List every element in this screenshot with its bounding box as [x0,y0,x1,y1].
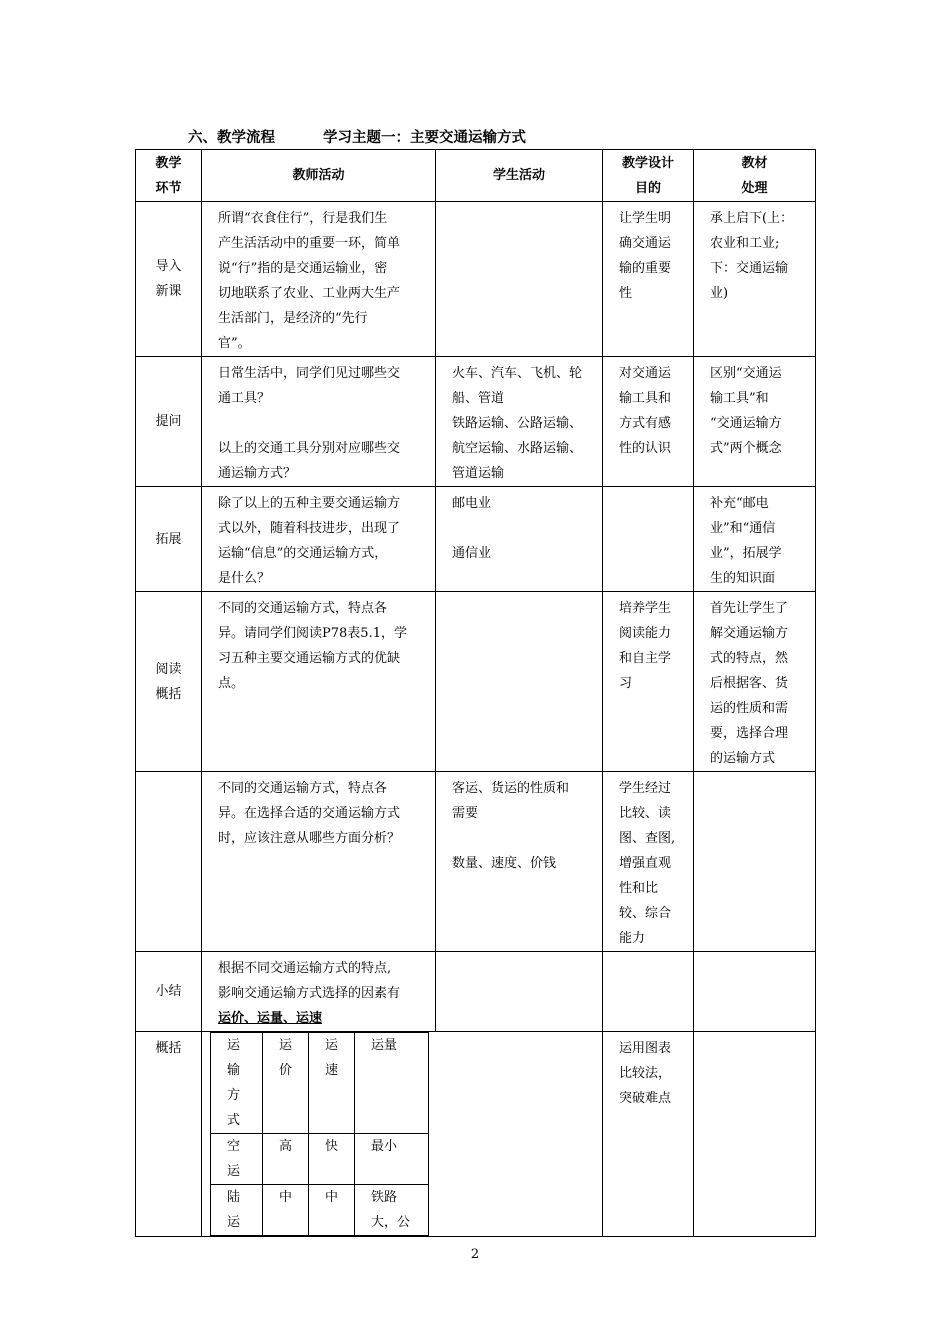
text-line: 导入 [155,259,182,274]
text-line: 异。在选择合适的交通运输方式 [218,806,401,821]
inner-row-land [211,1185,429,1236]
text-line: 输工具”和 [710,391,769,406]
header-stage: 教学 环节 [136,150,202,202]
text-line [452,826,594,851]
header-teacher: 教师活动 [202,150,436,202]
text-line: 通工具？ [218,391,271,406]
inner-cell [263,1134,309,1185]
text-line: 性 [619,286,633,301]
text-line: 业”，拓展学 [710,546,782,561]
text-line: 切地联系了农业、工业两大生产 [218,286,401,301]
text-line: 陆 [227,1190,241,1205]
text-line: 能力 [619,931,646,946]
text-line: 图、查图, [619,831,676,846]
student-cell [436,202,603,357]
text-line: 突破难点 [619,1091,672,1106]
student-cell [436,487,603,592]
inner-cell [355,1185,429,1236]
text-line: 最小 [371,1139,398,1154]
text-line: 点。 [218,676,245,691]
text-line: 需要 [452,806,479,821]
text-line: 解交通运输方 [710,626,789,641]
page-number: 2 [470,1247,480,1262]
text-line: 根据不同交通运输方式的特点, [218,961,392,976]
text-line: 邮电业 [452,496,492,511]
purpose-cell [603,202,694,357]
text-line: 阅读能力 [619,626,672,641]
inner-header-volume [355,1033,429,1134]
text-line: 式以外，随着科技进步，出现了 [218,521,401,536]
text-line: 运 [325,1038,339,1053]
material-cell [694,1032,816,1237]
text-line: 比较法， [619,1066,672,1081]
text-line: 生的知识面 [710,571,776,586]
text-line: 区别“交通运 [710,366,782,381]
text-line: 铁路运输、公路运输、 [452,416,583,431]
stage-cell [136,487,202,592]
purpose-cell [603,1032,694,1237]
text-line: 学生经过 [619,781,672,796]
text-line [218,411,427,436]
text-line: 拓展 [155,531,182,547]
text-line [452,516,594,541]
text-line: 确交通运 [619,236,672,251]
inner-row-air [211,1134,429,1185]
inner-cell [211,1134,263,1185]
teacher-cell [202,487,436,592]
text-line: 官”。 [218,336,251,351]
text-line: 运 [227,1215,241,1230]
comparison-cell [202,1032,603,1237]
material-cell [694,202,816,357]
text-line: 速 [325,1063,339,1078]
table-row [136,952,816,1032]
inner-header-mode [211,1033,263,1134]
purpose-cell [603,487,694,592]
inner-cell [309,1134,355,1185]
text-line: 中 [325,1190,339,1205]
text-line: 说“行”指的是交通运输业，密 [218,261,388,276]
header-purpose: 教学设计 目的 [603,150,694,202]
inner-header-row [211,1033,429,1134]
text-line: 时，应该注意从哪些方面分析？ [218,831,401,846]
student-cell [436,357,603,487]
teacher-cell [202,772,436,952]
text-line: 运 [227,1038,241,1053]
text-line: 首先让学生了 [710,601,789,616]
text-line: 航空运输、水路运输、 [452,441,583,456]
text-line: 空 [227,1139,241,1154]
transport-comparison-table [210,1032,429,1236]
text-line: 概括 [155,686,182,702]
text-line: 输的重要 [619,261,672,276]
section-heading [188,126,526,147]
header-student: 学生活动 [436,150,603,202]
text-line: 新课 [155,284,182,299]
text-line: 船、管道 [452,391,505,406]
stage-cell: 概括 [136,1032,202,1237]
text-line: 要，选择合理 [710,726,789,741]
inner-header-price [263,1033,309,1134]
text-line: 异。请同学们阅读P78表5.1，学 [218,626,407,641]
text-line: 业”和“通信 [710,521,776,536]
text-line: 输工具和 [619,391,672,406]
text-line: 式”两个概念 [710,441,782,456]
material-cell [694,952,816,1032]
inner-header-speed [309,1033,355,1134]
text-line: 价 [279,1063,293,1078]
factors-emphasis: 运价、运量、运速 [218,1011,323,1026]
text-line: 补充“邮电 [710,496,769,511]
text-line: 客运、货运的性质和 [452,781,570,796]
text-line: 所谓“衣食住行”，行是我们生 [218,211,388,226]
text-line: 运量 [371,1038,398,1053]
text-line: 产生活活动中的重要一环，简单 [218,236,401,251]
text-line: 火车、汽车、飞机、轮 [452,366,583,381]
stage-cell [136,357,202,487]
teacher-cell [202,952,436,1032]
text-line: 不同的交通运输方式，特点各 [218,601,388,616]
text-line: 运 [227,1164,241,1179]
text-line: 增强直观 [619,856,672,871]
text-line: 管道运输 [452,466,505,481]
teacher-cell [202,592,436,772]
text-line: 提问 [155,414,182,429]
text-line: 阅读 [155,661,182,677]
text-line: 铁路 [371,1190,398,1205]
text-line: 快 [325,1139,339,1154]
text-line: 和自主学 [619,651,672,666]
text-line: 方式有感 [619,416,672,431]
section-title: 六、教学流程 [188,130,275,146]
text-line: 对交通运 [619,366,672,381]
text-line: 让学生明 [619,211,672,226]
text-line: 的运输方式 [710,751,776,766]
student-cell [436,592,603,772]
table-row [136,202,816,357]
purpose-cell [603,357,694,487]
text-line: 影响交通运输方式选择的因素有 [218,986,401,1001]
text-line: “交通运输方 [710,416,782,431]
material-cell [694,592,816,772]
text-line: 通运输方式？ [218,466,297,481]
stage-cell [136,202,202,357]
text-line: 输 [227,1063,241,1078]
text-line: 中 [279,1190,293,1205]
material-cell [694,772,816,952]
text-line: 式的特点，然 [710,651,789,666]
text-line: 运 [279,1038,293,1053]
text-line: 式 [227,1113,241,1128]
table-row [136,487,816,592]
stage-cell [136,952,202,1032]
text-line: 方 [227,1088,241,1103]
text-line: 培养学生 [619,601,672,616]
topic-title: 学习主题一：主要交通运输方式 [323,130,526,146]
header-material: 教材 处理 [694,150,816,202]
summary-row [136,1032,816,1237]
material-cell [694,487,816,592]
text-line: 大，公 [371,1215,411,1230]
student-cell [436,952,603,1032]
inner-cell [355,1134,429,1185]
text-line: 除了以上的五种主要交通运输方 [218,496,401,511]
purpose-cell [603,952,694,1032]
text-line: 比较、读 [619,806,672,821]
stage-cell [136,592,202,772]
text-line: 运输“信息”的交通运输方式， [218,546,388,561]
text-line: 高 [279,1139,293,1154]
text-line: 习 [619,676,633,691]
text-line: 小结 [155,984,182,999]
text-line: 后根据客、货 [710,676,789,691]
text-line: 是什么？ [218,571,271,586]
table-row [136,592,816,772]
purpose-cell [603,592,694,772]
text-line: 下：交通运输 [710,261,789,276]
student-cell [436,772,603,952]
text-line: 农业和工业; [710,236,780,251]
text-line: 业) [710,286,729,301]
text-line: 性和比 [619,881,659,896]
text-line: 以上的交通工具分别对应哪些交 [218,441,401,456]
text-line: 生活部门，是经济的“先行 [218,311,368,326]
teacher-cell [202,202,436,357]
material-cell [694,357,816,487]
text-line: 不同的交通运输方式，特点各 [218,781,388,796]
inner-cell [211,1185,263,1236]
text-line: 通信业 [452,546,492,561]
text-line: 较、综合 [619,906,672,921]
teaching-flow-table [135,149,816,1237]
text-line: 习五种主要交通运输方式的优缺 [218,651,401,666]
table-row [136,357,816,487]
text-line: 日常生活中，同学们见过哪些交 [218,366,401,381]
text-line: 运用图表 [619,1041,672,1056]
text-line: 数量、速度、价钱 [452,856,557,871]
text-line: 运的性质和需 [710,701,789,716]
inner-cell [309,1185,355,1236]
stage-cell [136,772,202,952]
table-row [136,772,816,952]
text-line: 承上启下(上： [710,211,794,226]
teacher-cell [202,357,436,487]
text-line: 性的认识 [619,441,672,456]
table-header-row [136,150,816,202]
inner-cell [263,1185,309,1236]
purpose-cell [603,772,694,952]
